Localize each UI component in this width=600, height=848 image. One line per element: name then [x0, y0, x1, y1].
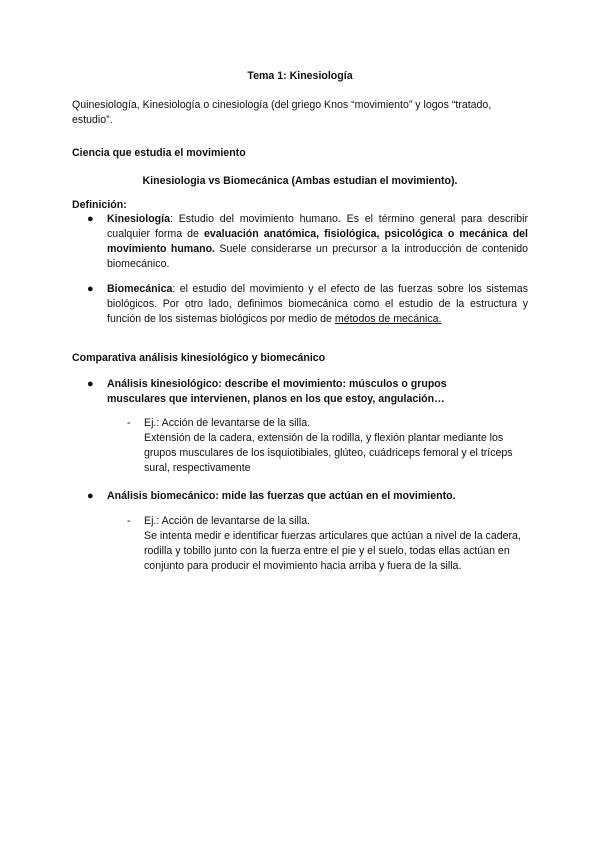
- example-text: Ej.: Acción de levantarse de la silla.: [144, 417, 311, 429]
- example-list-item: [144, 514, 524, 574]
- example-detail: Se intenta medir e identificar fuerzas articulares que actúan a nivel de la cadera, rodilla y tobillo junto con la fuerza entre el pie y el suelo, todas ellas actúan en conjunto para producir el movimiento hacia arriba y fuera de la silla.: [144, 530, 521, 572]
- bullet-icon: ●: [87, 213, 94, 225]
- dash-marker: -: [127, 417, 131, 429]
- example-detail: Extensión de la cadera, extensión de la rodilla, y flexión plantar mediante los grupos musculares de los isquiotibiales, glúteo, cuádriceps femoral y el tríceps sural, respectivamente: [144, 432, 513, 474]
- dash-marker: -: [127, 515, 131, 527]
- definition-bold-text: evaluación anatómica, fisiológica, psicológica o mecánica del movimiento humano.: [107, 228, 529, 255]
- comparison-heading: Kinesiologia vs Biomecánica (Ambas estudian el movimiento).: [142, 175, 458, 187]
- analisis-biomecanico-heading: Análisis biomecánico: mide las fuerzas que actúan en el movimiento.: [107, 490, 456, 502]
- example-list-item: [144, 416, 524, 476]
- definition-text: : Estudio del movimiento humano. Es el término general para describir cualquier forma de: [107, 213, 528, 240]
- term-biomecanica: Biomecánica: [107, 283, 173, 295]
- comparativa-heading: Comparativa análisis kinesiológico y biomecánico: [72, 352, 326, 364]
- page-title: Tema 1: Kinesiología: [247, 70, 353, 82]
- metodos-link[interactable]: métodos de mecánica.: [334, 313, 442, 325]
- bullet-icon: ●: [87, 283, 94, 295]
- analisis-kinesiologico-heading: Análisis kinesiológico: describe el movimiento: músculos o grupos musculares que intervienen, planos en los que estoy, angulación…: [107, 378, 447, 405]
- definition-text: Suele considerarse un precursor a la introducción de contenido biomecánico.: [107, 243, 528, 270]
- example-text: Ej.: Acción de levantarse de la silla.: [144, 515, 311, 527]
- definition-text: : el estudio del movimiento y el efecto de las fuerzas sobre los sistemas biológicos. Por otro lado, definimos biomecánica como el estudio de la estructura y función de los sistemas biológicos por medio de: [107, 283, 528, 325]
- definition-kinesiologia: [107, 212, 528, 272]
- definicion-heading: Definición:: [72, 199, 127, 211]
- ciencia-heading: Ciencia que estudia el movimiento: [72, 147, 246, 159]
- term-kinesiologia: Kinesiología: [107, 213, 170, 225]
- intro-paragraph: Quinesiología, Kinesiología o cinesiología (del griego Knos “movimiento” y logos “tratado, estudio”.: [72, 99, 492, 126]
- bullet-icon: ●: [87, 490, 94, 502]
- definition-biomecanica: [107, 282, 528, 327]
- bullet-icon: ●: [87, 378, 94, 390]
